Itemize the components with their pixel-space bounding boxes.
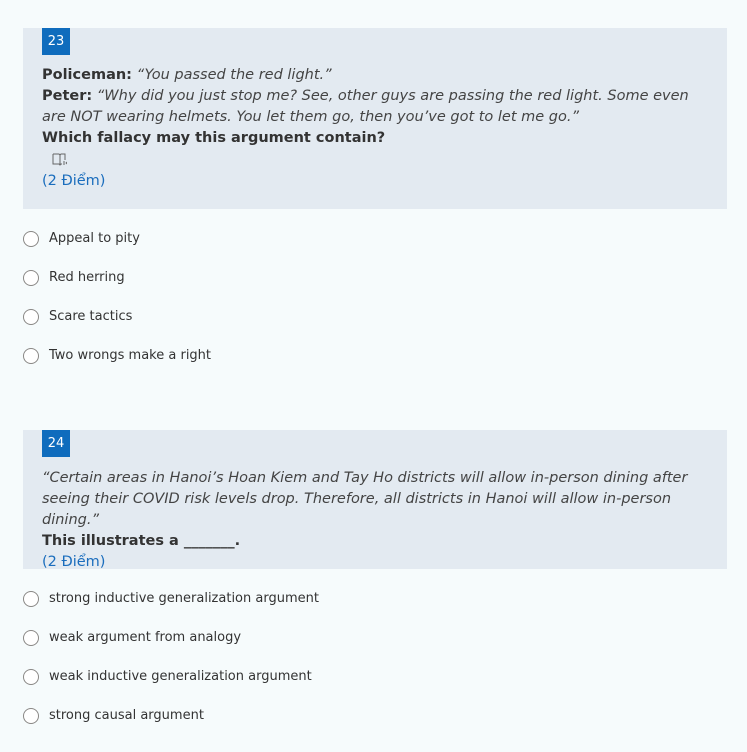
option-strong-inductive[interactable] bbox=[23, 579, 319, 618]
answer-options bbox=[23, 219, 211, 375]
option-label: Two wrongs make a right bbox=[49, 348, 212, 363]
radio-button[interactable] bbox=[23, 348, 39, 364]
option-appeal-to-pity[interactable] bbox=[23, 219, 211, 258]
points-label: (2 Điểm) bbox=[42, 173, 106, 189]
question-number-badge: 24 bbox=[42, 430, 70, 457]
option-label: strong causal argument bbox=[49, 708, 204, 723]
question-text bbox=[42, 468, 707, 573]
option-label: Appeal to pity bbox=[49, 231, 140, 246]
question-prompt bbox=[42, 531, 707, 552]
radio-button[interactable] bbox=[23, 669, 39, 685]
question-prompt-text: Which fallacy may this argument contain? bbox=[42, 130, 386, 146]
statement-text bbox=[42, 468, 707, 531]
question-prompt-text: This illustrates a _______. bbox=[42, 533, 241, 549]
question-prompt bbox=[42, 128, 707, 149]
speaker-label: Policeman: bbox=[42, 67, 132, 83]
immersive-reader-icon[interactable] bbox=[52, 152, 68, 166]
radio-button[interactable] bbox=[23, 591, 39, 607]
speech-text: “Why did you just stop me? See, other guys are passing the red light. Some even are NOT wearing helmets. You let them go, then you’ve got to let me go.” bbox=[42, 88, 689, 125]
option-label: strong inductive generalization argument bbox=[49, 591, 319, 606]
question-header bbox=[23, 430, 727, 569]
option-label: weak argument from analogy bbox=[49, 630, 242, 645]
radio-button[interactable] bbox=[23, 270, 39, 286]
option-label: Scare tactics bbox=[49, 309, 133, 324]
option-strong-causal[interactable] bbox=[23, 696, 319, 735]
dialogue-line-1 bbox=[42, 65, 707, 86]
option-red-herring[interactable] bbox=[23, 258, 211, 297]
radio-button[interactable] bbox=[23, 630, 39, 646]
option-weak-analogy[interactable] bbox=[23, 618, 319, 657]
option-weak-inductive[interactable] bbox=[23, 657, 319, 696]
speech-text: “You passed the red light.” bbox=[131, 67, 332, 83]
dialogue-line-2 bbox=[42, 86, 707, 128]
radio-button[interactable] bbox=[23, 708, 39, 724]
option-scare-tactics[interactable] bbox=[23, 297, 211, 336]
speaker-label: Peter: bbox=[42, 88, 93, 104]
question-text bbox=[42, 65, 707, 192]
option-label: Red herring bbox=[49, 270, 125, 285]
option-two-wrongs[interactable] bbox=[23, 336, 211, 375]
radio-button[interactable] bbox=[23, 231, 39, 247]
question-header bbox=[23, 28, 727, 209]
option-label: weak inductive generalization argument bbox=[49, 669, 312, 684]
radio-button[interactable] bbox=[23, 309, 39, 325]
points-label: (2 Điểm) bbox=[42, 554, 106, 570]
question-number-badge: 23 bbox=[42, 28, 70, 55]
answer-options bbox=[23, 579, 319, 735]
statement-italic: “Certain areas in Hanoi’s Hoan Kiem and Tay Ho districts will allow in-person dining after seeing their COVID risk levels drop. Therefore, all districts in Hanoi will allow in-person dining.” bbox=[42, 470, 688, 528]
